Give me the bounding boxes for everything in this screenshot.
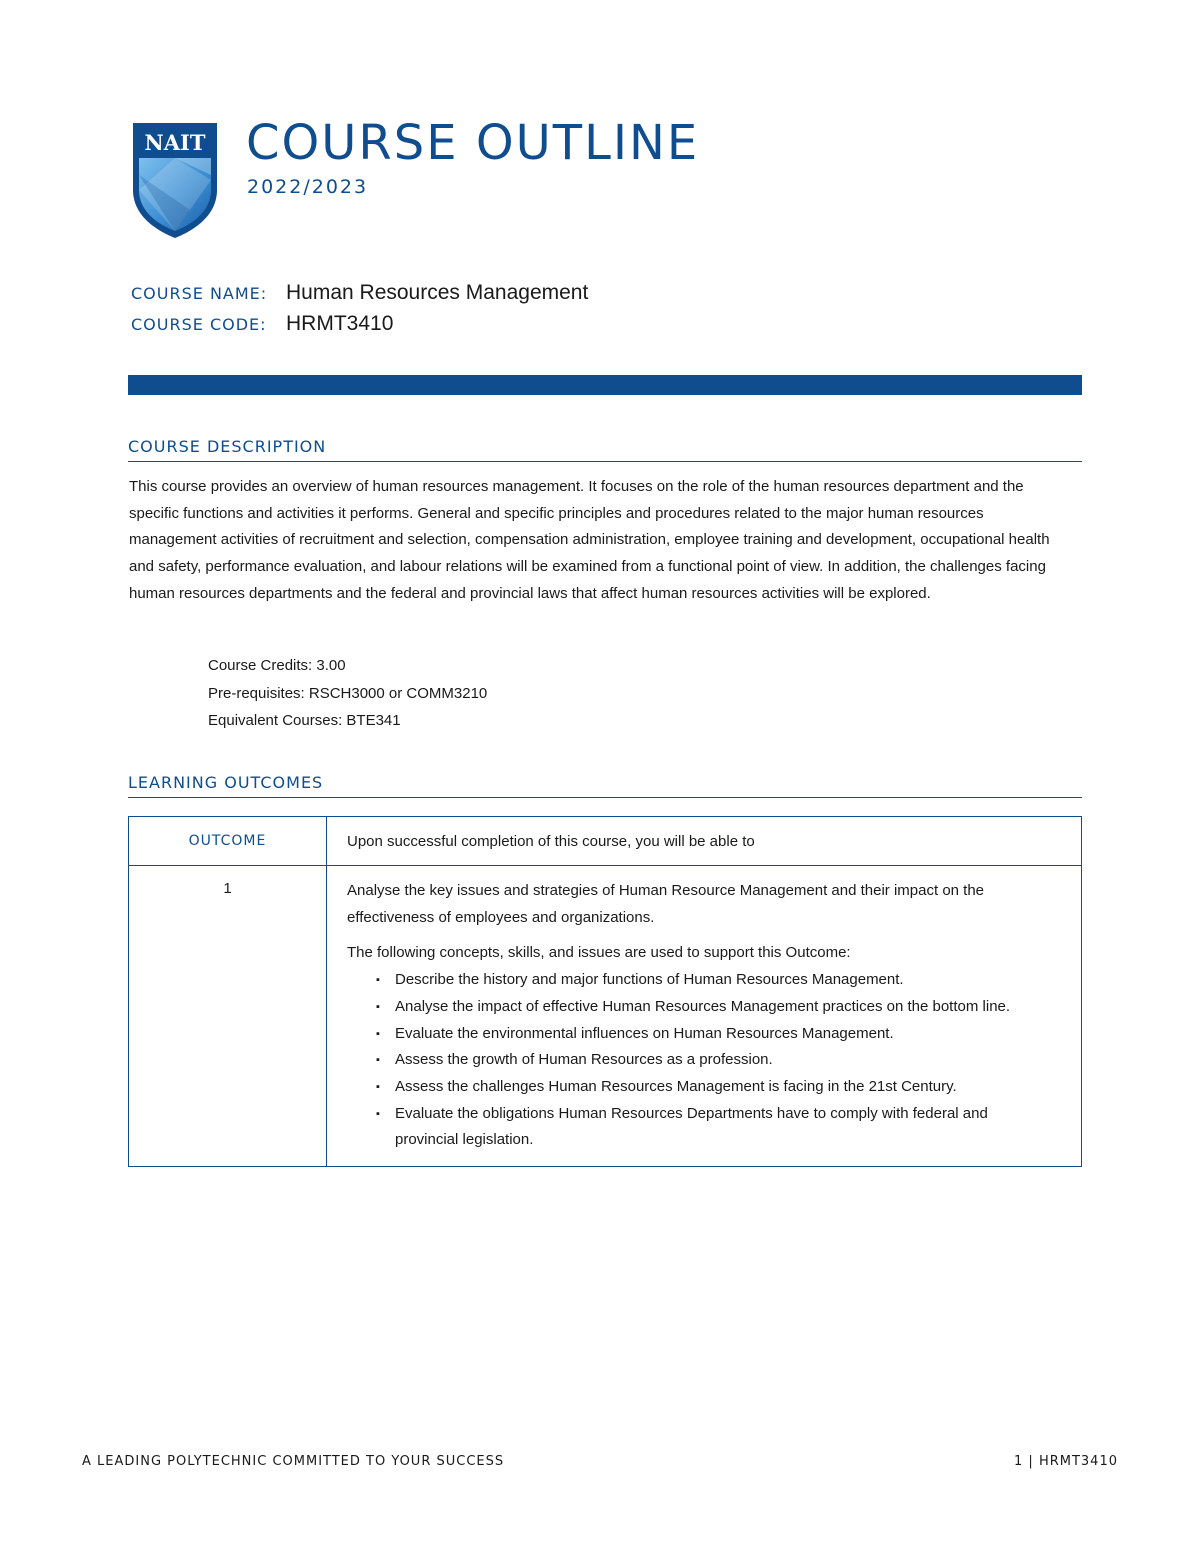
course-facts — [208, 652, 487, 735]
logo-text: NAIT — [144, 130, 206, 155]
course-name-row — [131, 281, 588, 305]
list-item: ▪ Evaluate the obligations Human Resources Departments have to comply with federal and provincial legislation. — [395, 1101, 1041, 1154]
learning-outcomes-heading: LEARNING OUTCOMES — [128, 773, 1082, 798]
outcome-column-header: OUTCOME — [129, 817, 327, 866]
list-item: ▪ Assess the challenges Human Resources Management is facing in the 21st Century. — [395, 1074, 1041, 1101]
header-divider-bar — [128, 375, 1082, 395]
course-code-label: COURSE CODE: — [131, 315, 267, 334]
outcome-body — [327, 866, 1082, 1167]
course-credits: Course Credits: 3.00 — [208, 657, 346, 674]
table-row — [129, 866, 1082, 1167]
course-name-label: COURSE NAME: — [131, 284, 268, 303]
outcome-statement: Analyse the key issues and strategies of Human Resource Management and their impact on the effectiveness of employees and organizations. — [347, 882, 985, 926]
course-description-text: This course provides an overview of human resources management. It focuses on the role of the human resources department and the specific functions and activities it performs. General and specific principles and procedures related to the major human resources management activities of recruitment and selection, compensation administration, employee training and development, occupational health and safety, performance evaluation, and labour relations will be examined from a functional point of view. In addition, the challenges facing human resources departments and the federal and provincial laws that affect human resources activities will be explored. — [129, 478, 1050, 602]
outcome-support-list — [347, 967, 1041, 1154]
document-year: 2022/2023 — [247, 176, 369, 198]
footer-page-number: 1 | HRMT3410 — [1014, 1454, 1118, 1469]
document-title: COURSE OUTLINE — [246, 115, 700, 171]
table-header-row — [129, 817, 1082, 866]
course-code-value: HRMT3410 — [286, 312, 394, 335]
equivalent-courses: Equivalent Courses: BTE341 — [208, 712, 401, 729]
footer-tagline: A LEADING POLYTECHNIC COMMITTED TO YOUR SUCCESS — [82, 1454, 505, 1469]
nait-logo — [130, 120, 220, 240]
learning-outcomes-table — [128, 816, 1082, 1167]
list-item: ▪ Describe the history and major functions of Human Resources Management. — [395, 967, 1041, 994]
list-item: ▪ Assess the growth of Human Resources as a profession. — [395, 1047, 1041, 1074]
list-item: ▪ Analyse the impact of effective Human Resources Management practices on the bottom line. — [395, 994, 1041, 1021]
outcome-intro-header: Upon successful completion of this course, you will be able to — [327, 817, 1082, 866]
outcome-support-intro: The following concepts, skills, and issues are used to support this Outcome: — [347, 944, 851, 962]
list-item: ▪ Evaluate the environmental influences on Human Resources Management. — [395, 1021, 1041, 1048]
course-name-value: Human Resources Management — [286, 281, 589, 304]
course-prerequisites: Pre-requisites: RSCH3000 or COMM3210 — [208, 684, 488, 702]
course-code-row — [131, 312, 393, 336]
outcome-number: 1 — [129, 866, 327, 1167]
course-description-heading: COURSE DESCRIPTION — [128, 437, 1082, 462]
